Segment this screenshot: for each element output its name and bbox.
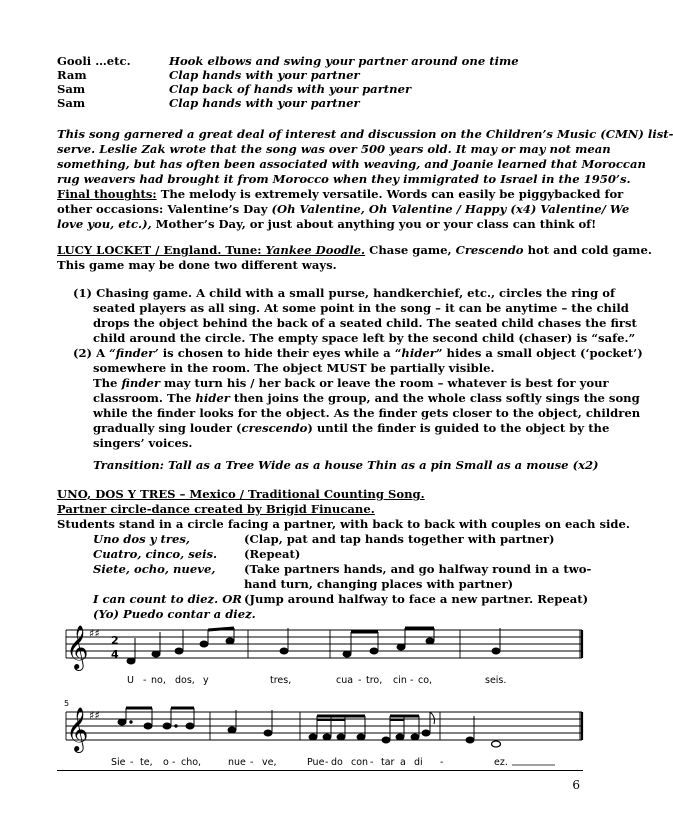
item2-l3b: may turn his / her back or leave the room – whatever is best for your (159, 376, 609, 390)
para-line-3: something, but has often been associated with weaving, and Joanie learned that Moroccan (57, 157, 646, 171)
lyric-2-3: te, (140, 757, 153, 768)
lyric-1-12: co, (418, 675, 433, 686)
lyric-2-10: Pue (307, 757, 325, 768)
lyric-2-1: Sie (111, 757, 126, 768)
action-4: Clap hands with your partner (169, 96, 360, 110)
staff-1-notes (127, 628, 500, 664)
uno-credit: Partner circle-dance created by Brigid Finucane. (57, 502, 375, 516)
lucy-tune: Yankee Doodle. (265, 243, 366, 257)
lyric-2-7: nue (228, 757, 246, 768)
final-line-2a: other occasions: Valentine’s Day (57, 202, 272, 216)
treble-clef-icon: 𝄞 (66, 707, 89, 751)
staff-1-lyrics (127, 675, 506, 686)
lyric-1-9: tro, (366, 675, 383, 686)
uno-action-3: (Take partners hands, and go halfway round in a two- (244, 562, 592, 576)
lyric-2-15: tar (381, 757, 395, 768)
lyric-1-10: cin (393, 675, 407, 686)
uno-action-1: (Clap, pat and tap hands together with partner) (244, 532, 555, 546)
para-line-1: This song garnered a great deal of interest and discussion on the Children’s Music (CMN) list- (57, 127, 673, 141)
call-3: Sam (57, 82, 86, 96)
lucy-title: LUCY LOCKET / England. Tune: (57, 243, 266, 257)
uno-action-2: (Repeat) (244, 547, 301, 561)
item2-l6cresc: crescendo (241, 421, 308, 435)
lyric-2-13: con (351, 757, 369, 768)
item2-l4a: classroom. The (93, 391, 196, 405)
lyric-2-8: - (250, 757, 254, 768)
item2-finder: “finder’ (109, 346, 159, 360)
final-thoughts-label: Final thoughts: (57, 187, 157, 201)
final-line-3b: Mother’s Day, or just about anything you or your class can think of! (151, 217, 597, 231)
item2-l3a: The (93, 376, 122, 390)
lyric-1-13: seis. (485, 675, 507, 686)
lucy-line2: This game may be done two different ways. (57, 258, 337, 272)
uno-lyric-2: Cuatro, cinco, seis. (93, 547, 218, 561)
staff-1 (66, 630, 582, 658)
item2-line-2: somewhere in the room. The object MUST be partially visible. (93, 361, 495, 375)
uno-lyric-1: Uno dos y tres, (93, 532, 190, 546)
lyric-2-12: do (331, 757, 343, 768)
lyric-1-1: U (127, 675, 134, 686)
transition-line: Transition: Tall as a Tree Wide as a house Thin as a pin Small as a mouse (x2) (93, 458, 599, 472)
lucy-rest2: hot and cold game. (523, 243, 652, 257)
item2-hider: hider (401, 346, 436, 360)
key-sharp-icon: ♯♯ (89, 709, 100, 722)
lyric-2-14: - (370, 757, 374, 768)
item2-l4hider: hider (195, 391, 230, 405)
lyric-1-6: tres, (270, 675, 292, 686)
staff-2-notes (118, 708, 501, 747)
uno-intro: Students stand in a circle facing a partner, with back to back with couples on each side. (57, 517, 630, 531)
uno-lyric-5: I can count to diez. OR (93, 592, 242, 606)
final-line-2b: (Oh Valentine, Oh Valentine / Happy (x4) Valentine/ We (271, 202, 630, 216)
item2-line-7: singers’ voices. (93, 436, 193, 450)
time-signature-lower: 4 (111, 648, 119, 661)
uno-action-5: (Jump around halfway to face a new partner. Repeat) (244, 592, 589, 606)
item1-line-2: seated players as all sing. At some point in the song – it can be anytime – the child (93, 301, 629, 315)
key-sharp-icon: ♯♯ (89, 627, 100, 640)
lyric-2-19: ez. (494, 757, 508, 768)
lyric-2-18: - (440, 757, 444, 768)
uno-action-4: hand turn, changing places with partner) (244, 577, 514, 591)
page-number: 6 (572, 778, 580, 792)
lyric-1-2: - (143, 675, 147, 686)
measure-number: 5 (64, 699, 70, 708)
lyric-2-17: di (414, 757, 423, 768)
item2-l6a: gradually sing louder ( (93, 421, 242, 435)
item1-line-3: drops the object behind the back of a seated child. The seated child chases the first (93, 316, 637, 330)
lyric-1-4: dos, (175, 675, 195, 686)
time-signature: 2 (111, 634, 119, 647)
action-2: Clap hands with your partner (169, 68, 360, 82)
final-line-1-text: The melody is extremely versatile. Words can easily be piggybacked for (156, 187, 624, 201)
para-line-2: serve. Leslie Zak wrote that the song was over 500 years old. It may or may not mean (57, 142, 611, 156)
final-line-3a: love you, etc.), (57, 217, 152, 231)
lyric-1-8: - (358, 675, 362, 686)
action-1: Hook elbows and swing your partner around one time (169, 54, 519, 68)
lyric-1-11: - (410, 675, 414, 686)
item2-l4b: then joins the group, and the whole class softly sings the song (229, 391, 640, 405)
call-4: Sam (57, 96, 86, 110)
uno-title: UNO, DOS Y TRES – Mexico / Traditional Counting Song. (57, 487, 425, 501)
uno-lyric-3: Siete, ocho, nueve, (93, 562, 216, 576)
item2-l6b: ) until the finder is guided to the object by the (307, 421, 610, 435)
lyric-2-2: - (130, 757, 134, 768)
item2-l3finder: finder (121, 376, 160, 390)
item1-line-1: (1) Chasing game. A child with a small purse, handkerchief, etc., circles the ring of (73, 286, 616, 300)
call-2: Ram (57, 68, 87, 82)
lyric-2-16: a (400, 757, 406, 768)
action-3: Clap back of hands with your partner (169, 82, 412, 96)
staff-2-lyrics (111, 757, 508, 768)
item2-l1c: ” hides a small object (‘pocket’) (435, 346, 643, 360)
lyric-2-5: - (172, 757, 176, 768)
lyric-2-4: o (163, 757, 169, 768)
treble-clef-icon: 𝄞 (66, 625, 89, 669)
item2-l1a: (2) A (73, 346, 110, 360)
lyric-2-6: cho, (181, 757, 202, 768)
lucy-rest1: Chase game, (365, 243, 456, 257)
call-1: Gooli …etc. (57, 54, 131, 68)
lyric-1-3: no, (151, 675, 166, 686)
lyric-2-11: - (325, 757, 329, 768)
uno-lyric-6: (Yo) Puedo contar a diez. (93, 607, 256, 621)
lucy-crescendo: Crescendo (455, 243, 524, 257)
lyric-1-5: y (203, 675, 209, 686)
para-line-4: rug weavers had brought it from Morocco when they immigrated to Israel in the 1950’s. (57, 172, 631, 186)
item2-line-5: while the finder looks for the object. As the finder gets closer to the object, children (93, 406, 641, 420)
item1-line-4: child around the circle. The empty space left by the second child (chaser) is “safe.” (93, 331, 636, 345)
lyric-1-7: cua (336, 675, 354, 686)
footer-rule (57, 770, 583, 771)
item2-l1b: is chosen to hide their eyes while a “ (158, 346, 402, 360)
lyric-2-9: ve, (262, 757, 277, 768)
